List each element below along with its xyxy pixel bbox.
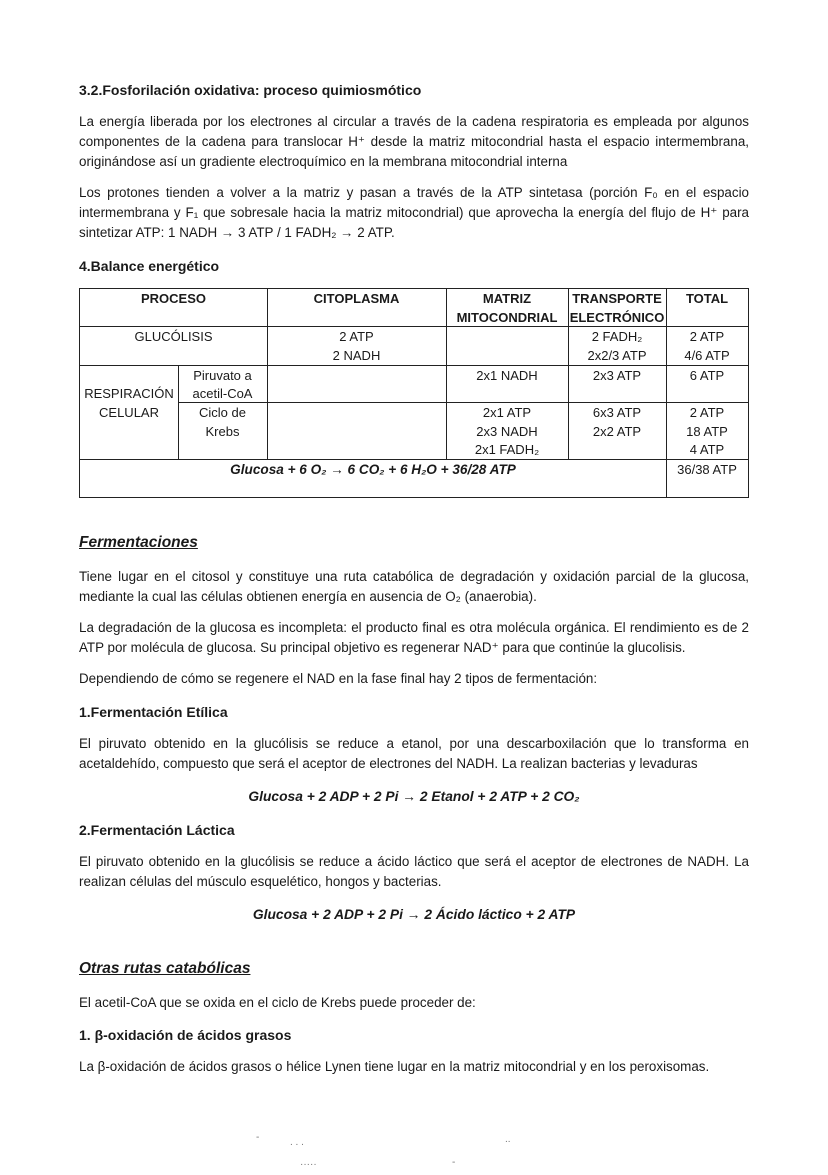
scan-speck: - [452,1157,456,1168]
subtitle-fermentacion-lactica: 2.Fermentación Láctica [79,822,235,838]
paragraph-beta-oxidacion: La β-oxidación de ácidos grasos o hélice Lynen tiene lugar en la matriz mitocondrial y en los peroxisomas. [79,1059,710,1074]
paragraph-fermentaciones-3: Dependiendo de cómo se regenere el NAD en la fase final hay 2 tipos de fermentación: [79,671,598,686]
paragraph-etilica: El piruvato obtenido en la glucólisis se reduce a etanol, por una descarboxilación que lo transforma en acetaldehído, compuesto que será el aceptor de electrones del NADH. La realizan bacterias y levaduras [79,736,749,771]
cell-krebs-label: Ciclo de [199,405,246,420]
cell-summary-total: 36/38 ATP [677,462,737,477]
cell-piruvato-matriz: 2x1 NADH [476,368,538,383]
cell-glucolisis-trans: 2x2/3 ATP [587,348,647,363]
paragraph-otras-1: El acetil-CoA que se oxida en el ciclo de Krebs puede proceder de: [79,995,476,1010]
section-title-balance: 4.Balance energético [79,258,220,274]
paragraph-lactica: El piruvato obtenido en la glucólisis se reduce a ácido láctico que será el aceptor de electrones de NADH. La realizan células del músculo esquelético, hongos y bacterias. [79,854,749,889]
section-title-otras-rutas: Otras rutas catabólicas [79,960,251,977]
scan-speck: - [256,1132,260,1143]
header-transporte: TRANSPORTE [572,291,662,306]
scan-speck: ····· [300,1159,317,1170]
balance-table [79,288,749,498]
cell-piruvato-label: acetil-CoA [192,386,253,401]
cell-glucolisis-total: 4/6 ATP [684,348,730,363]
cell-glucolisis-cito: 2 ATP [339,329,374,344]
cell-piruvato-label: Piruvato a [193,368,252,383]
cell-glucolisis-label: GLUCÓLISIS [134,329,213,344]
header-citoplasma: CITOPLASMA [313,291,400,306]
paragraph-fermentaciones-1: Tiene lugar en el citosol y constituye una ruta catabólica de degradación y oxidación parcial de la glucosa, mediante la cual las células obtienen energía en ausencia de O₂ (anaerobia). [79,569,749,604]
header-proceso: PROCESO [140,291,206,306]
cell-respiracion-label: CELULAR [99,405,159,420]
cell-piruvato-total: 6 ATP [689,368,725,383]
equation-etilica: Glucosa + 2 ADP + 2 Pi → 2 Etanol + 2 ATP + 2 CO₂ [248,789,580,804]
subtitle-beta-oxidacion: 1. β-oxidación de ácidos grasos [79,1027,292,1043]
header-total: TOTAL [685,291,729,306]
cell-respiracion-label: RESPIRACIÓN [84,386,174,401]
cell-krebs-matriz: 2x1 ATP [482,405,532,420]
subtitle-fermentacion-etilica: 1.Fermentación Etílica [79,704,228,720]
paragraph-fermentaciones-2: La degradación de la glucosa es incompleta: el producto final es otra molécula orgánica. El rendimiento es de 2 ATP por molécula de glucosa. Su principal objetivo es regenerar NAD⁺ para que continúe la glucolisis. [79,620,749,655]
cell-krebs-matriz: 2x1 FADH₂ [474,442,540,457]
header-electronico: ELECTRÓNICO [569,310,665,325]
scan-speck: . . . [290,1137,304,1148]
paragraph-fosforilacion-1: La energía liberada por los electrones al circular a través de la cadena respiratoria es empleada por algunos componentes de la cadena para translocar H⁺ desde la matriz mitocondrial hasta el espacio intermembrana, originándose así un gradiente electroquímico en la membrana mitocondrial interna [79,114,749,169]
cell-piruvato-trans: 2x3 ATP [592,368,642,383]
cell-krebs-total: 18 ATP [686,424,728,439]
section-title-fosforilacion: 3.2.Fosforilación oxidativa: proceso quimiosmótico [79,82,422,98]
cell-glucolisis-trans: 2 FADH₂ [591,329,643,344]
cell-krebs-trans: 2x2 ATP [592,424,642,439]
cell-krebs-total: 2 ATP [689,405,725,420]
cell-krebs-matriz: 2x3 NADH [476,424,538,439]
equation-lactica: Glucosa + 2 ADP + 2 Pi → 2 Ácido láctico + 2 ATP [252,907,576,922]
scan-speck: .. [505,1134,511,1145]
paragraph-fosforilacion-2: Los protones tienden a volver a la matriz y pasan a través de la ATP sintetasa (porción F₀ en el espacio intermembrana y F₁ que sobresale hacia la matriz mitocondrial) que aprovecha la energía del flujo de H⁺ para sintetizar ATP: 1 NADH → 3 ATP / 1 FADH₂ → 2 ATP. [79,185,749,240]
cell-krebs-trans: 6x3 ATP [592,405,642,420]
cell-krebs-label: Krebs [205,424,240,439]
header-matriz: MATRIZ [482,291,532,306]
table-line [267,289,268,459]
cell-summary-equation: Glucosa + 6 O₂ → 6 CO₂ + 6 H₂O + 36/28 ATP [230,462,516,477]
header-mitocondrial: MITOCONDRIAL [456,310,558,325]
cell-krebs-total: 4 ATP [689,442,725,457]
cell-glucolisis-cito: 2 NADH [332,348,381,363]
section-title-fermentaciones: Fermentaciones [79,534,198,551]
cell-glucolisis-total: 2 ATP [689,329,725,344]
